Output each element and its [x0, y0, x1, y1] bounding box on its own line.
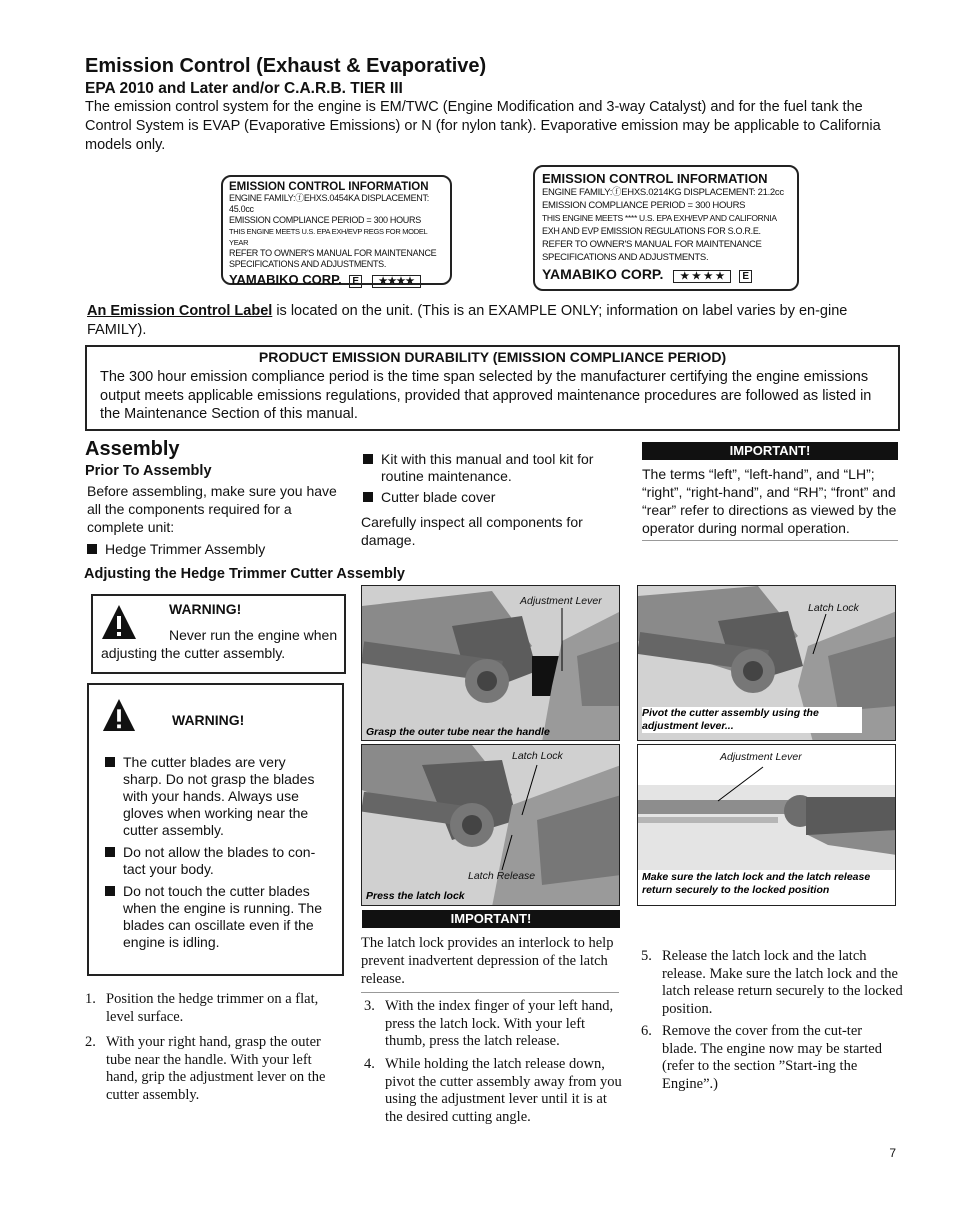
important-body: The terms “left”, “left-hand”, and “LH”; “right”, “right-hand”, and “RH”; “front” and “rear” refer to directions as viewed by the operator during normal operation. [642, 465, 898, 541]
label-company: YAMABIKO CORP. [542, 266, 664, 282]
label-line: SPECIFICATIONS AND ADJUSTMENTS. [542, 252, 709, 263]
label-title: EMISSION CONTROL INFORMATION [229, 181, 429, 193]
label-title: EMISSION CONTROL INFORMATION [542, 171, 768, 186]
photo-caption: Grasp the outer tube near the handle [366, 726, 550, 738]
list-item: The cutter blades are very sharp. Do not grasp the blades with your hands. Always use gloves when working near the cutter assembly. [105, 754, 327, 839]
step-item: 6. Remove the cover from the cut-ter blade. The engine now may be started (refer to the section ”Start-ing the Engine”.) [641, 1023, 882, 1092]
list-item: Hedge Trimmer Assembly [87, 541, 347, 558]
photo-caption: Make sure the latch lock and the latch release return securely to the locked position [642, 871, 871, 896]
list-item: Cutter blade cover [363, 489, 623, 506]
label-location-note [87, 302, 897, 340]
label-line: THIS ENGINE MEETS **** U.S. EPA EXH/EVP AND CALIFORNIA [542, 213, 777, 223]
bullet-square-icon [363, 492, 373, 502]
important-banner: IMPORTANT! [362, 910, 620, 928]
photo-caption: Press the latch lock [366, 890, 465, 902]
warning-box-blades [87, 683, 344, 976]
assembly-heading: Assembly [85, 438, 180, 460]
emission-label-large [533, 165, 799, 291]
warning-triangle-icon [102, 697, 136, 733]
warning-box-engine [91, 594, 346, 674]
bullet-square-icon [363, 454, 373, 464]
photo-illustration [362, 586, 620, 741]
label-stars: ★ ★ ★ ★ [673, 270, 731, 283]
warning-title: WARNING! [172, 712, 245, 728]
important-banner: IMPORTANT! [642, 442, 898, 460]
photo-caption: Pivot the cutter assembly using the adjustment lever... [642, 707, 862, 733]
inspect-text: Carefully inspect all components for damage. [361, 514, 583, 548]
step-item: 1. Position the hedge trimmer on a flat, level surface. [85, 991, 319, 1025]
durability-title: PRODUCT EMISSION DURABILITY (EMISSION COMPLIANCE PERIOD) [258, 349, 727, 365]
photo-grasp-outer-tube [361, 585, 620, 741]
step-item: 2. With your right hand, grasp the outer tube near the handle. With your left hand, grip the adjustment lever on the cutter assembly. [85, 1034, 326, 1103]
photo-callout: Latch Lock [512, 750, 563, 762]
intro-paragraph: The emission control system for the engine is EM/TWC (Engine Modification and 3-way Catalyst) and for the fuel tank the Control System is EVAP (Evaporative Emissions) or N (for nylon tank). Evaporative emission may be applicable to California models only. [85, 99, 881, 153]
photo-press-latch-lock [361, 744, 620, 906]
photo-callout: Latch Release [468, 870, 536, 882]
label-line: REFER TO OWNER'S MANUAL FOR MAINTENANCE [542, 239, 762, 250]
durability-body: The 300 hour emission compliance period is the time span selected by the manufacturer certifying the engine emissions output meets applicable emissions regulations, provided that approved maintenance procedures are followed as listed in the Maintenance Section of this manual. [100, 369, 872, 422]
label-company: YAMABIKO CORP. [229, 272, 342, 287]
step-item: 4. While holding the latch release down, pivot the cutter assembly away from you using the adjustment lever until it is at the desired cutting angle. [364, 1056, 622, 1125]
photo-pivot-cutter [637, 585, 896, 741]
label-stars: ★★★★ [372, 275, 422, 288]
photo-callout: Latch Lock [808, 602, 859, 614]
prior-text: Before assembling, make sure you have all the components required for a complete unit: [87, 483, 337, 535]
label-line: REFER TO OWNER'S MANUAL FOR MAINTENANCE [229, 248, 437, 258]
label-e-badge: E [349, 275, 362, 288]
label-line: EXH AND EVP EMISSION REGULATIONS FOR S.O.R.E. [542, 226, 761, 236]
bullet-square-icon [105, 757, 115, 767]
label-line: SPECIFICATIONS AND ADJUSTMENTS. [229, 259, 387, 269]
list-item: Kit with this manual and tool kit for routine maintenance. [363, 451, 621, 485]
adjusting-heading: Adjusting the Hedge Trimmer Cutter Assembly [84, 566, 405, 582]
warning-title: WARNING! [169, 601, 242, 617]
list-item: Do not allow the blades to con-tact your body. [105, 844, 327, 878]
step-item: 5. Release the latch lock and the latch release. Make sure the latch lock and the latch release return securely to the locked position. [641, 948, 903, 1017]
prior-to-assembly-heading: Prior To Assembly [85, 463, 212, 479]
label-line: ENGINE FAMILY:ⓕEHXS.0214KG DISPLACEMENT: 21.2cc [542, 187, 784, 198]
assembly-list [363, 451, 623, 506]
warning-body: Never run the engine when adjusting the cutter assembly. [101, 627, 338, 661]
durability-box [85, 345, 900, 431]
prior-to-assembly-body [87, 482, 347, 558]
step-item: 3. With the index finger of your left hand, press the latch lock. With your left thumb, press the latch release. [364, 998, 614, 1049]
bullet-square-icon [87, 544, 97, 554]
label-line: ENGINE FAMILY:ⓕEHXS.0454KA DISPLACEMENT: 45.0cc [229, 193, 429, 214]
label-line: THIS ENGINE MEETS U.S. EPA EXH/EVP REGS FOR MODEL YEAR [229, 227, 428, 247]
list-item: Do not touch the cutter blades when the engine is running. The blades can oscillate even if the engine is idling. [105, 883, 327, 951]
label-line: EMISSION COMPLIANCE PERIOD = 300 HOURS [542, 200, 746, 211]
photo-callout: Adjustment Lever [720, 751, 802, 763]
label-location-text: is located on the unit. (This is an EXAMPLE ONLY; information on label varies by en-gine FAMILY). [87, 303, 848, 338]
label-e-badge: E [739, 270, 752, 283]
photo-locked-position [637, 744, 896, 906]
section-title: Emission Control (Exhaust & Evaporative) [85, 55, 487, 77]
section-subtitle: EPA 2010 and Later and/or C.A.R.B. TIER III [85, 80, 403, 97]
bullet-square-icon [105, 847, 115, 857]
page-number: 7 [889, 1146, 896, 1160]
emission-label-small [221, 175, 452, 285]
label-line: EMISSION COMPLIANCE PERIOD = 300 HOURS [229, 215, 421, 225]
bullet-square-icon [105, 886, 115, 896]
important-body: The latch lock provides an interlock to help prevent inadvertent depression of the latch release. [361, 934, 619, 993]
emission-label-link: An Emission Control Label [87, 303, 273, 319]
photo-callout: Adjustment Lever [520, 595, 602, 607]
